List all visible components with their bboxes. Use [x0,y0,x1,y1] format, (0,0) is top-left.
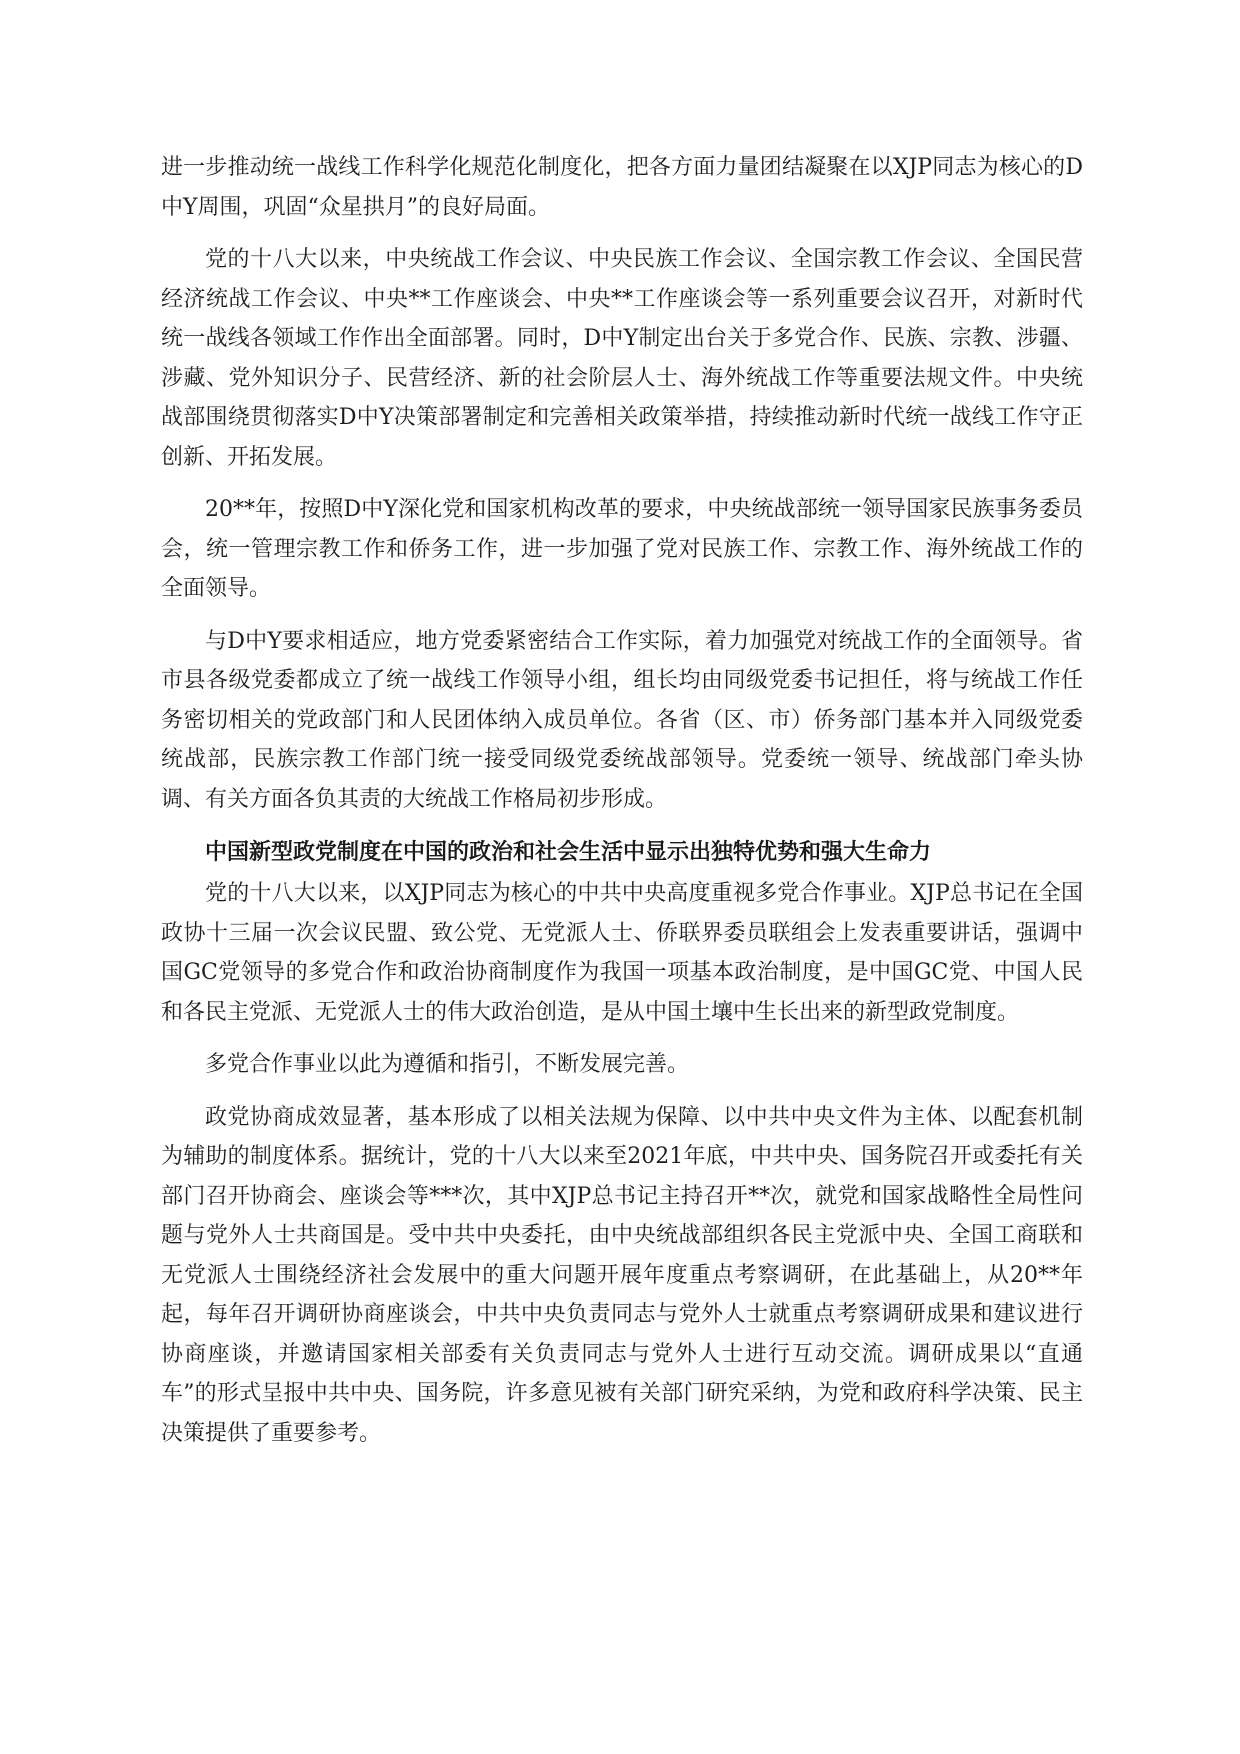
paragraph: 多党合作事业以此为遵循和指引，不断发展完善。 [205,1052,690,1077]
paragraph: 党的十八大以来，以XJP同志为核心的中共中央高度重视多党合作事业。XJP总书记在全国政协十三届一次会议民盟、致公党、无党派人士、侨联界委员联组会上发表重要讲话，强调中国GC党领导的多党合作和政治协商制度作为我国一项基本政治制度，是中国GC党、中国人民和各民主党派、无党派人士的伟大政治创造，是从中国土壤中生长出来的新型政党制度。 [161,881,1083,1025]
paragraph: 20**年，按照D中Y深化党和国家机构改革的要求，中央统战部统一领导国家民族事务委员会，统一管理宗教工作和侨务工作，进一步加强了党对民族工作、宗教工作、海外统战工作的全面领导。 [161,497,1083,601]
paragraph: 与D中Y要求相适应，地方党委紧密结合工作实际，着力加强党对统战工作的全面领导。省市县各级党委都成立了统一战线工作领导小组，组长均由同级党委书记担任，将与统战工作任务密切相关的党政部门和人民团体纳入成员单位。各省（区、市）侨务部门基本并入同级党委统战部，民族宗教工作部门统一接受同级党委统战部领导。党委统一领导、统战部门牵头协调、有关方面各负其责的大统战工作格局初步形成。 [161,628,1083,812]
section-heading: 中国新型政党制度在中国的政治和社会生活中显示出独特优势和强大生命力 [205,840,932,865]
paragraph: 政党协商成效显著，基本形成了以相关法规为保障、以中共中央文件为主体、以配套机制为辅助的制度体系。据统计，党的十八大以来至2021年底，中共中央、国务院召开或委托有关部门召开协商会、座谈会等***次，其中XJP总书记主持召开**次，就党和国家战略性全局性问题与党外人士共商国是。受中共中央委托，由中央统战部组织各民主党派中央、全国工商联和无党派人士围绕经济社会发展中的重大问题开展年度重点考察调研，在此基础上，从20**年起，每年召开调研协商座谈会，中共中央负责同志与党外人士就重点考察调研成果和建议进行协商座谈，并邀请国家相关部委有关负责同志与党外人士进行互动交流。调研成果以“直通车”的形式呈报中共中央、国务院，许多意见被有关部门研究采纳，为党和政府科学决策、民主决策提供了重要参考。 [161,1104,1084,1446]
document-body [161,148,1083,1466]
paragraph: 党的十八大以来，中央统战工作会议、中央民族工作会议、全国宗教工作会议、全国民营经济统战工作会议、中央**工作座谈会、中央**工作座谈会等一系列重要会议召开，对新时代统一战线各领域工作作出全面部署。同时，D中Y制定出台关于多党合作、民族、宗教、涉疆、涉藏、党外知识分子、民营经济、新的社会阶层人士、海外统战工作等重要法规文件。中央统战部围绕贯彻落实D中Y决策部署制定和完善相关政策举措，持续推动新时代统一战线工作守正创新、开拓发展。 [161,247,1083,470]
paragraph-continued: 进一步推动统一战线工作科学化规范化制度化，把各方面力量团结凝聚在以XJP同志为核心的D中Y周围，巩固“众星拱月”的良好局面。 [161,155,1083,220]
